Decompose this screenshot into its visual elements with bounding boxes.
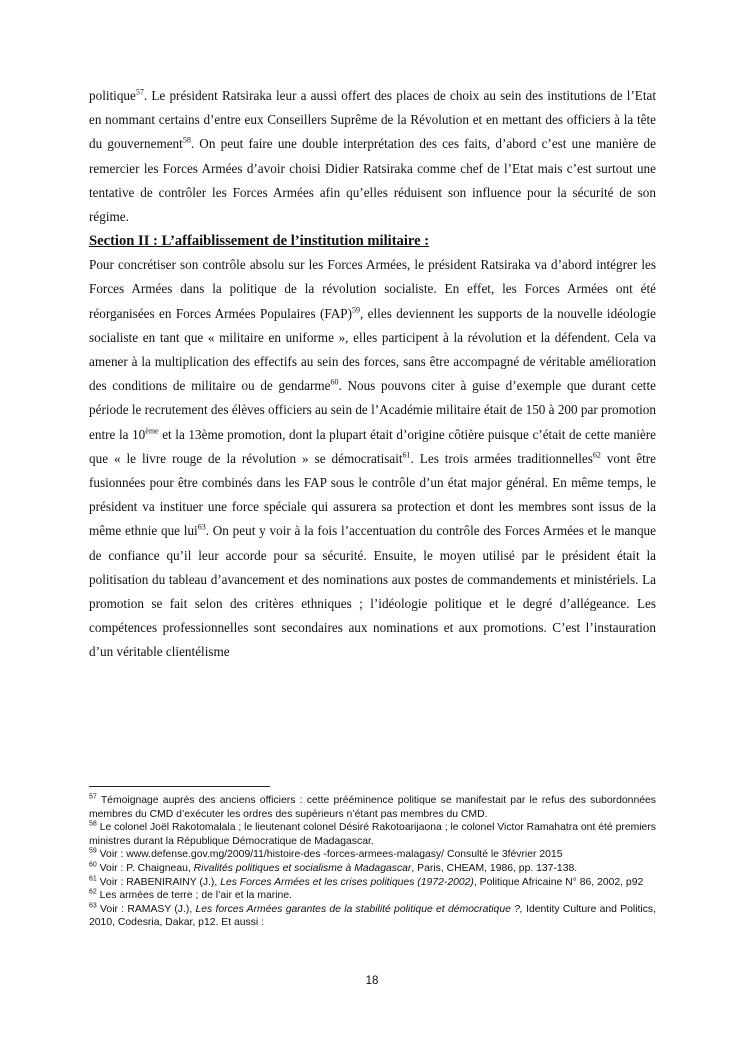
footnote-ref-63[interactable]: 63 — [197, 523, 206, 533]
paragraph-2 — [89, 253, 656, 664]
footnote-number: 63 — [89, 902, 97, 910]
footnote-61 — [89, 876, 656, 890]
footnote-text: Voir : RABENIRAINY (J.), — [96, 876, 221, 888]
paragraph-1 — [89, 84, 656, 229]
footnote-text: Voir : P. Chaigneau, — [96, 862, 194, 874]
text-run: . On peut y voir à la fois l’accentuation du contrôle des Forces Armées et le manque de confiance qu’il leur accorde pour sa sécurité. Ensuite, le moyen utilisé par le président était la politisation du tableau d’avancement et des nominations aux postes de commandements et ministériels. La promotion se fait selon des critères ethniques ; l’idéologie politique et le degré d’allégeance. Les compétences professionnelles sont secondaires aux nominations et aux promotions. C’est l’instauration d’un véritable clientélisme — [89, 523, 656, 660]
footnote-ref-61[interactable]: 61 — [402, 450, 411, 460]
footnote-63 — [89, 903, 656, 930]
footnote-ref-59[interactable]: 59 — [352, 305, 361, 315]
footnote-title: Les Forces Armées et les crises politiques (1972-2002) — [220, 876, 474, 888]
footnote-text: Le colonel Joël Rakotomalala ; le lieutenant colonel Désiré Rakotoarijaona ; le colonel Victor Ramahatra ont été premiers ministres durant la République Démocratique de Madagascar. — [89, 822, 656, 847]
footnote-57 — [89, 794, 656, 821]
section-title: Section II : L’affaiblissement de l’institution militaire : — [89, 233, 430, 250]
text-run: vont être fusionnées pour être combinés dans les FAP sous le contrôle d’un état major général. En même temps, le président va instituer une force spéciale qui assurera sa protection et dont les membres sont issus de la même ethnie que lui — [89, 450, 656, 539]
footnote-ref-62[interactable]: 62 — [592, 450, 601, 460]
page-number: 18 — [365, 975, 379, 987]
footnote-58 — [89, 821, 656, 848]
footnote-title: Rivalités politiques et socialisme à Madagascar — [193, 862, 412, 874]
footnote-number: 57 — [89, 793, 97, 801]
footnote-title: Les forces Armées garantes de la stabilité politique et démocratique ?, — [195, 903, 523, 915]
text-run: . Le président Ratsiraka leur a aussi offert des places de choix au sein des institutions de l’Etat en nommant certains d’entre eux Conseillers Suprême de la Révolution et en mettant des officiers à la tête du gouvernement — [89, 88, 656, 152]
footnote-number: 60 — [89, 861, 97, 869]
footnote-number: 62 — [89, 888, 97, 896]
text-run: Pour concrétiser son contrôle absolu sur les Forces Armées, le président Ratsiraka va d’abord intégrer les Forces Armées dans la politique de la révolution socialiste. En effet, les Forces Armées ont été réorganisées en Forces Armées Populaires (FAP) — [89, 257, 656, 321]
footnote-62 — [89, 889, 656, 903]
footnotes — [89, 794, 656, 930]
footnote-59 — [89, 848, 656, 862]
footnote-number: 61 — [89, 875, 97, 883]
footnote-number: 58 — [89, 820, 97, 828]
text-run: . Nous pouvons citer à guise d’exemple que durant cette période le recrutement des élèves officiers au sein de l’Académie militaire était de 150 à 200 par promotion entre la 10 — [89, 378, 656, 442]
footnote-text: , Paris, CHEAM, 1986, pp. 137-138. — [411, 862, 578, 874]
footnote-60 — [89, 862, 656, 876]
footnote-ref-57[interactable]: 57 — [135, 87, 144, 97]
footnote-number: 59 — [89, 847, 97, 855]
footnote-text: , Politique Africaine N° 86, 2002, p92 — [473, 876, 644, 888]
text-run: et la 13ème promotion, dont la plupart était d’origine côtière puisque c’était de cette manière que « le livre rouge de la révolution » se démocratisait — [89, 426, 656, 466]
text-run: . On peut faire une double interprétation des ces faits, d’abord c’est une manière de remercier les Forces Armées d’avoir choisi Didier Ratsiraka comme chef de l’Etat mais c’est surtout une tentative de contrôler les Forces Armées afin qu’elles réduisent son influence pour la sécurité de son régime. — [89, 136, 656, 225]
footnote-ref-60[interactable]: 60 — [330, 377, 339, 387]
ordinal-suffix: ème — [145, 426, 159, 436]
text-run: politique — [89, 88, 136, 103]
footnote-text: Voir : www.defense.gov.mg/2009/11/histoire-des -forces-armees-malagasy/ Consulté le 3février 2015 — [96, 849, 563, 861]
footnote-text: Identity Culture and Politics, 2010, Codesria, Dakar, p12. Et aussi : — [89, 903, 656, 929]
text-run: . Les trois armées traditionnelles — [410, 450, 593, 466]
text-run: , elles deviennent les supports de la nouvelle idéologie socialiste en tant que « militaire en uniforme », elles participent à la révolution et la défendent. Cela va amener à la multiplication des effectifs au sein des forces, sans être accompagné de véritable amélioration des conditions de militaire ou de gendarme — [89, 305, 656, 394]
footnote-text: Les armées de terre ; de l’air et la marine. — [96, 890, 292, 902]
footnote-separator — [89, 786, 270, 787]
footnote-text: Voir : RAMASY (J.), — [96, 903, 196, 915]
body-text — [89, 84, 656, 665]
footnote-ref-58[interactable]: 58 — [182, 136, 191, 146]
footnote-text: Témoignage auprès des anciens officiers : cette prééminence politique se manifestait par le refus des subordonnées membres du CMD d’exécuter les ordres des supérieurs n’étant pas membres du CMD. — [89, 795, 656, 820]
